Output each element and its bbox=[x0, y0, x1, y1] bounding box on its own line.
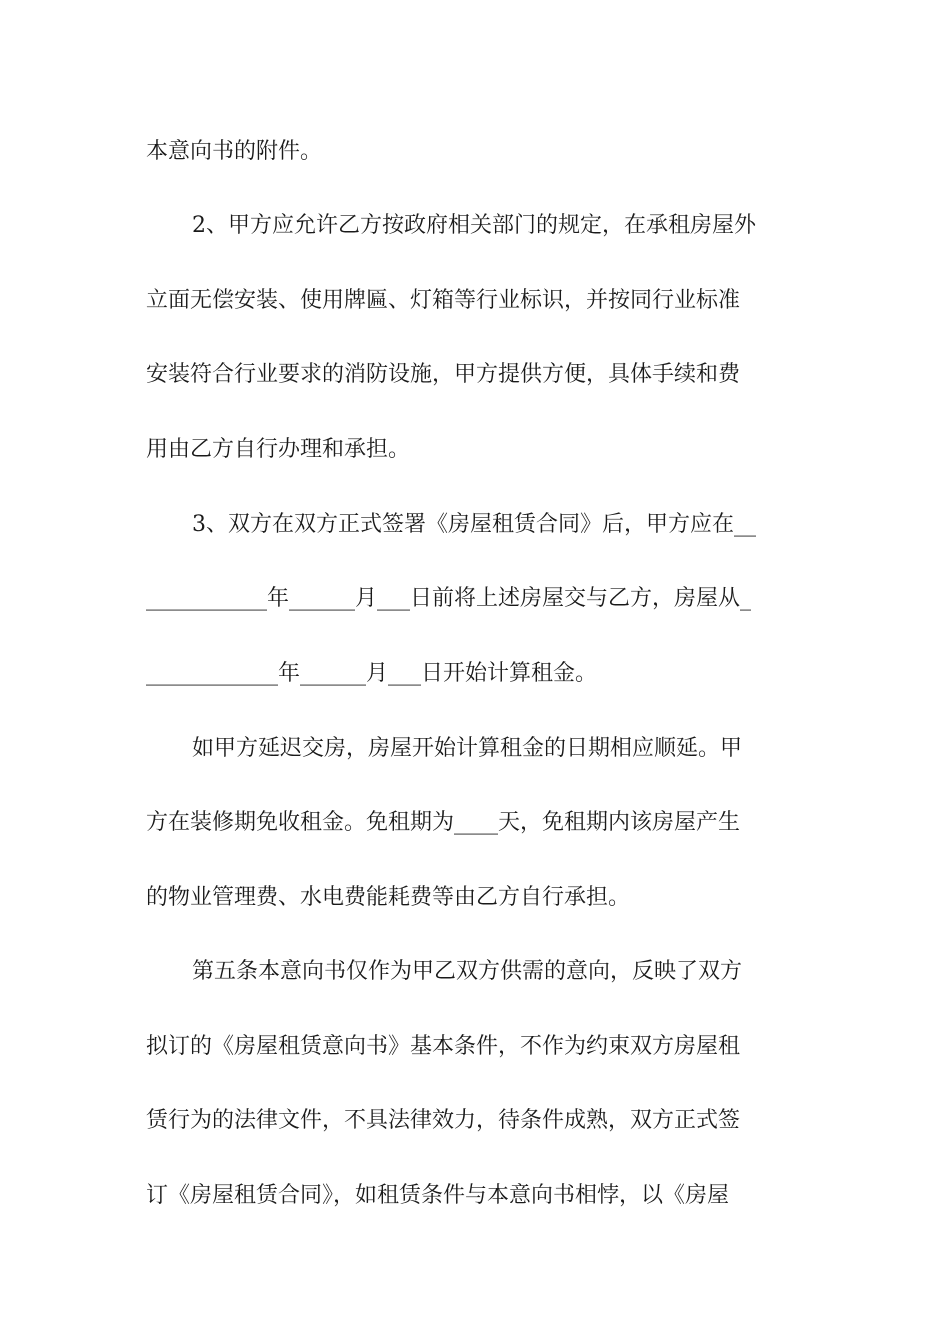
text-line: 用由乙方自行办理和承担。 bbox=[146, 437, 411, 462]
text-line: 立面无偿安装、使用牌匾、灯箱等行业标识，并按同行业标准 bbox=[146, 288, 741, 313]
text-line: 方在装修期免收租金。免租期为____天，免租期内该房屋产生 bbox=[146, 810, 741, 835]
text-line: 的物业管理费、水电费能耗费等由乙方自行承担。 bbox=[146, 885, 631, 910]
text-line: ____________年______月___日开始计算租金。 bbox=[146, 661, 598, 686]
text-line: 订《房屋租赁合同》，如租赁条件与本意向书相悖，以《房屋 bbox=[146, 1183, 730, 1208]
text-line: 如甲方延迟交房，房屋开始计算租金的日期相应顺延。甲 bbox=[192, 736, 743, 761]
text-line: 本意向书的附件。 bbox=[146, 139, 323, 164]
text-line: 安装符合行业要求的消防设施，甲方提供方便，具体手续和费 bbox=[146, 362, 741, 387]
text-line: 第五条本意向书仅作为甲乙双方供需的意向，反映了双方 bbox=[192, 959, 743, 984]
text-line: 赁行为的法律文件，不具法律效力，待条件成熟，双方正式签 bbox=[146, 1108, 741, 1133]
text-line: 2、甲方应允许乙方按政府相关部门的规定，在承租房屋外 bbox=[192, 213, 756, 238]
text-line: 拟订的《房屋租赁意向书》基本条件，不作为约束双方房屋租 bbox=[146, 1034, 741, 1059]
text-line: ___________年______月___日前将上述房屋交与乙方，房屋从_ bbox=[146, 586, 752, 611]
text-line: 3、双方在双方正式签署《房屋租赁合同》后，甲方应在__ bbox=[192, 512, 756, 537]
